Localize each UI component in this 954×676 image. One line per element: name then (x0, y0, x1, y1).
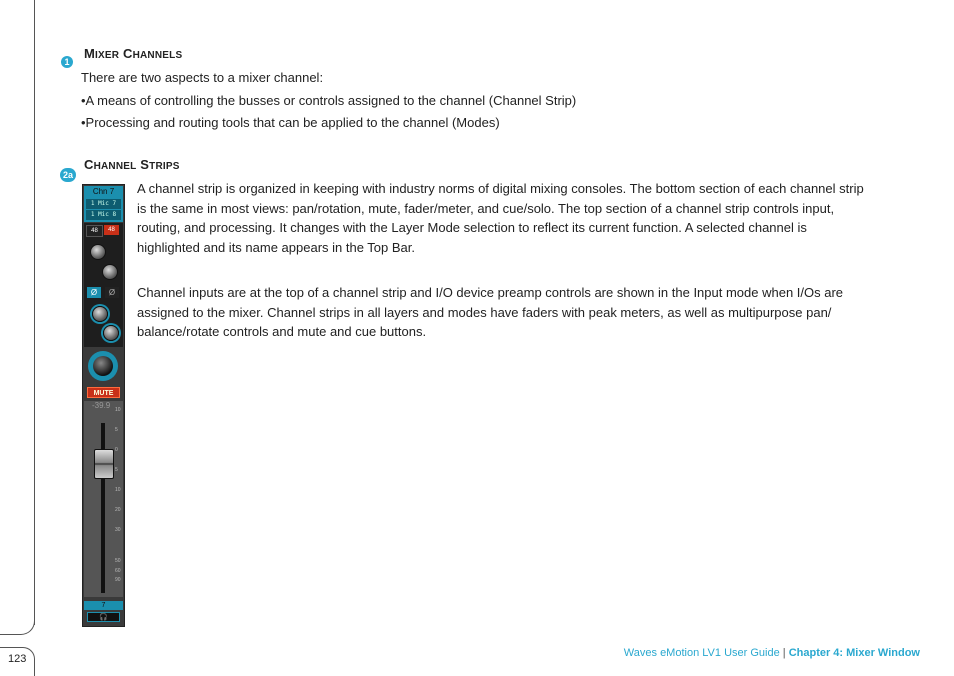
text-line: balance/rotate controls and mute and cue buttons. (137, 324, 427, 339)
scale-label: 0 (115, 447, 118, 453)
text-line: is the same in most views: pan/rotation, mute, fader/meter, and cue/solo. The top section of a channel strip controls input, (137, 200, 835, 216)
text-line: routing, and processing. It changes with the Layer Mode selection to reflect its current function. A selected channel is (137, 220, 807, 235)
scale-label: 5 (115, 427, 118, 433)
peak-readout: -39.9 (92, 401, 111, 410)
footer-title: Waves eMotion LV1 User Guide (623, 647, 780, 659)
scale-label: 10 (115, 487, 121, 493)
input-label: 1 Mic 8 (86, 210, 121, 220)
section1-line: There are two aspects to a mixer channel: (81, 70, 324, 85)
margin-curve (0, 612, 35, 635)
fader-area (84, 401, 123, 597)
eq-knob (92, 306, 108, 322)
scale-label: 90 (115, 577, 121, 583)
text-line: Channel inputs are at the top of a channel strip and I/O device preamp controls are shown in the Input mode when I/Os are (137, 285, 844, 300)
section1-body (81, 68, 576, 133)
fader-cap (94, 449, 114, 479)
channel-strips-paragraph-2 (137, 283, 843, 342)
section-badge-2a: 2a (60, 168, 76, 182)
channel-strips-paragraph-1 (137, 179, 864, 257)
heading-channel-strips: CHANNEL STRIPS (84, 157, 180, 172)
trim-knob (102, 264, 118, 280)
channel-name-area (84, 186, 123, 222)
phantom-button: 48 (86, 225, 103, 237)
footer-chapter: Chapter 4: Mixer Window (788, 647, 920, 659)
scale-label: 60 (115, 568, 121, 574)
text-line: assigned to the mixer. Channel strips in all layers and modes have faders with peak meters, as well as multipurpose pan/ (137, 304, 832, 320)
channel-strip-image (82, 184, 125, 627)
channel-number: 7 (84, 601, 123, 610)
scale-label: 5 (115, 467, 118, 473)
mute-button: MUTE (87, 387, 120, 398)
phantom-button-active: 48 (104, 225, 119, 235)
dyn-knob (103, 325, 119, 341)
margin-line (34, 0, 35, 625)
text-line: A channel strip is organized in keeping with industry norms of digital mixing consoles. The bottom section of each channel strip (137, 181, 864, 196)
page-number: 123 (8, 653, 27, 665)
headphones-icon: 🎧 (87, 612, 120, 622)
phase-button: Ø (87, 287, 101, 298)
pan-ring (88, 351, 118, 381)
scale-label: 10 (115, 407, 121, 413)
scale-label: 20 (115, 507, 121, 513)
scale-label: 50 (115, 558, 121, 564)
text-line: highlighted and its name appears in the Top Bar. (137, 239, 416, 255)
gain-knob (90, 244, 106, 260)
heading-mixer-channels: MIXER CHANNELS (84, 46, 183, 61)
section-badge-1: 1 (61, 56, 73, 68)
channel-name: Chn 7 (92, 187, 115, 196)
pan-knob (93, 356, 113, 376)
section1-bullet: •A means of controlling the busses or controls assigned to the channel (Channel Strip) (81, 92, 577, 108)
footer (624, 647, 920, 659)
footer-separator: | (782, 647, 786, 659)
scale-label: 30 (115, 527, 121, 533)
input-label: 1 Mic 7 (86, 199, 121, 209)
section1-bullet: •Processing and routing tools that can be applied to the channel (Modes) (81, 115, 500, 130)
phase-button-off: Ø (105, 287, 119, 298)
